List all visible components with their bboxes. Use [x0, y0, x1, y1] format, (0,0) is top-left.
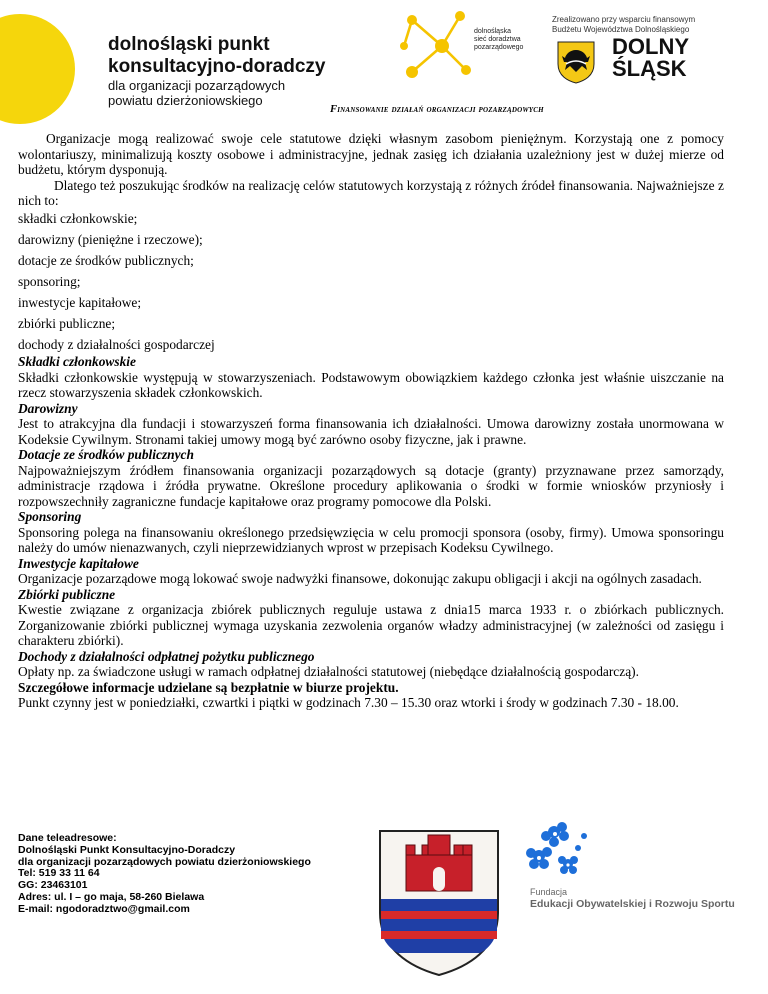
network-logo-text: [474, 28, 523, 52]
document-body: [18, 131, 724, 711]
section-heading: Darowizny: [18, 400, 78, 416]
section-heading: Zbiórki publiczne: [18, 586, 116, 602]
contact-block: [18, 833, 311, 916]
brand-line-3: dla organizacji pozarządowych: [108, 78, 286, 93]
region-line-1: DOLNY: [612, 34, 689, 59]
fund-line-1: Fundacja: [530, 887, 568, 897]
support-line-1: Zrealizowano przy wsparciu finansowym: [552, 15, 696, 24]
region-line-2: ŚLĄSK: [612, 56, 687, 81]
list-item: darowizny (pieniężne i rzeczowe);: [18, 231, 203, 247]
list-item: inwestycje kapitałowe;: [18, 294, 142, 310]
support-line-2: Budżetu Województwa Dolnośląskiego: [552, 25, 690, 34]
region-crest-icon: [556, 40, 596, 84]
section-heading: Dochody z działalności odpłatnej pożytku publicznego: [18, 648, 315, 664]
document-title: [330, 104, 544, 115]
list-item: dochody z działalności gospodarczej: [18, 336, 215, 352]
section-text: Kwestie związane z organizacja zbiórek publicznych reguluje ustawa z dnia15 marca 1933 r. o zbiórkach publicznych. Zorganizowanie zbiórki publicznej wymaga uzyskania zezwolenia organów władzy administracyjnej (w zależności od zasięgu i charakteru zbiórki).: [18, 602, 724, 648]
foundation-flowers-icon: [524, 822, 594, 896]
contact-title: Dane teleadresowe:: [18, 832, 117, 844]
section-text: Sponsoring polega na finansowaniu określonego przedsięwzięcia w celu promocji sponsora (osoby, firmy). Umowa sponsoringu należy do umów nienazwanych, czyli nieprzewidzianych wprost w przepisach Kodeksu Cywilnego.: [18, 524, 724, 555]
org-line-1: Dolnośląski Punkt Konsultacyjno-Doradczy: [18, 843, 236, 856]
section-text: Jest to atrakcyjna dla fundacji i stowarzyszeń forma finansowania ich działalności. Umowa darowizny została unormowana w Kodeksie Cywilnym. Stronami takiej umowy mogą być zarówno osoby fizyczne, jak i prawne.: [18, 416, 724, 447]
brand-logo-circle: [0, 14, 75, 124]
network-line-1: dolnośląska: [474, 28, 511, 35]
network-line-3: pozarządowego: [474, 44, 524, 51]
intro-paragraph-1: Organizacje mogą realizować swoje cele statutowe dzięki własnym zasobom pieniężnym. Korzystają one z pomocy wolontariuszy, minimalizują koszty osobowe i administracyjne, jednak zasięg ich działania uzależniony jest w dużej mierze od budżetu, którym dysponują.: [18, 131, 724, 177]
list-item: sponsoring;: [18, 273, 81, 289]
intro-paragraph-2: Dlatego też poszukując środków na realizację celów statutowych korzystają z różnych źródeł finansowania. Najważniejsze z nich to:: [18, 177, 724, 208]
brand-line-1: dolnośląski punkt: [108, 34, 270, 55]
section-text: Opłaty np. za świadczone usługi w ramach odpłatnej działalności statutowej (niebędące działalnością gospodarczą).: [18, 664, 639, 679]
org-line-2: dla organizacji pozarządowych powiatu dzierżoniowskiego: [18, 855, 311, 868]
network-line-2: sieć doradztwa: [474, 36, 521, 43]
brand-line-4: powiatu dzierżoniowskiego: [108, 93, 263, 108]
section-text: Najpoważniejszym źródłem finansowania organizacji pozarządowych są dotacje (granty) przyznawane przez samorządy, administracje rządowa i źródła prywatne. Określone procedury aplikowania o środki w formie wniosków przyniosły i rozpowszechniły zagraniczne fundacje kapitałowe oraz programy pomocowe dla Polski.: [18, 462, 724, 509]
opening-hours: Punkt czynny jest w poniedziałki, czwartki i piątki w godzinach 7.30 – 15.30 oraz wtorki i środy w godzinach 7.30 - 18.00.: [18, 695, 679, 710]
support-note: [552, 15, 695, 35]
brand-logo-text: [108, 34, 326, 108]
section-heading: Dotacje ze środków publicznych: [18, 447, 194, 462]
funding-sources-list: [18, 211, 724, 353]
section-heading: Sponsoring: [18, 509, 82, 524]
address: Adres: ul. I – go maja, 58-260 Bielawa: [18, 890, 205, 903]
town-coat-of-arms-icon: [376, 827, 502, 977]
phone: Tel: 519 33 11 64: [18, 867, 100, 880]
email: E-mail: ngodoradztwo@gmail.com: [18, 902, 190, 915]
section-heading: Inwestycje kapitałowe: [18, 555, 139, 571]
section-text: Organizacje pozarządowe mogą lokować swoje nadwyżki finansowe, dokonując zakupu obligacji i akcji na ogólnych zasadach.: [18, 571, 702, 586]
foundation-logo-text: [530, 887, 735, 911]
list-item: zbiórki publiczne;: [18, 315, 116, 331]
fund-line-2: Edukacji Obywatelskiej i Rozwoju Sportu: [530, 898, 735, 910]
network-logo-icon: [398, 8, 486, 84]
list-item: składki członkowskie;: [18, 210, 138, 226]
list-item: dotacje ze środków publicznych;: [18, 252, 194, 268]
title-text: Finansowanie działań organizacji pozarządowych: [330, 104, 544, 115]
brand-line-2: konsultacyjno-doradczy: [108, 56, 326, 77]
gg-number: GG: 23463101: [18, 879, 88, 892]
closing-bold-note: Szczegółowe informacje udzielane są bezpłatnie w biurze projektu.: [18, 679, 399, 695]
region-logo-text: [612, 36, 689, 80]
section-heading: Składki członkowskie: [18, 354, 136, 369]
section-text: Składki członkowskie występują w stowarzyszeniach. Podstawowym obowiązkiem każdego członka jest właśnie uiszczanie na rzecz stowarzyszenia składek członkowskich.: [18, 369, 724, 400]
